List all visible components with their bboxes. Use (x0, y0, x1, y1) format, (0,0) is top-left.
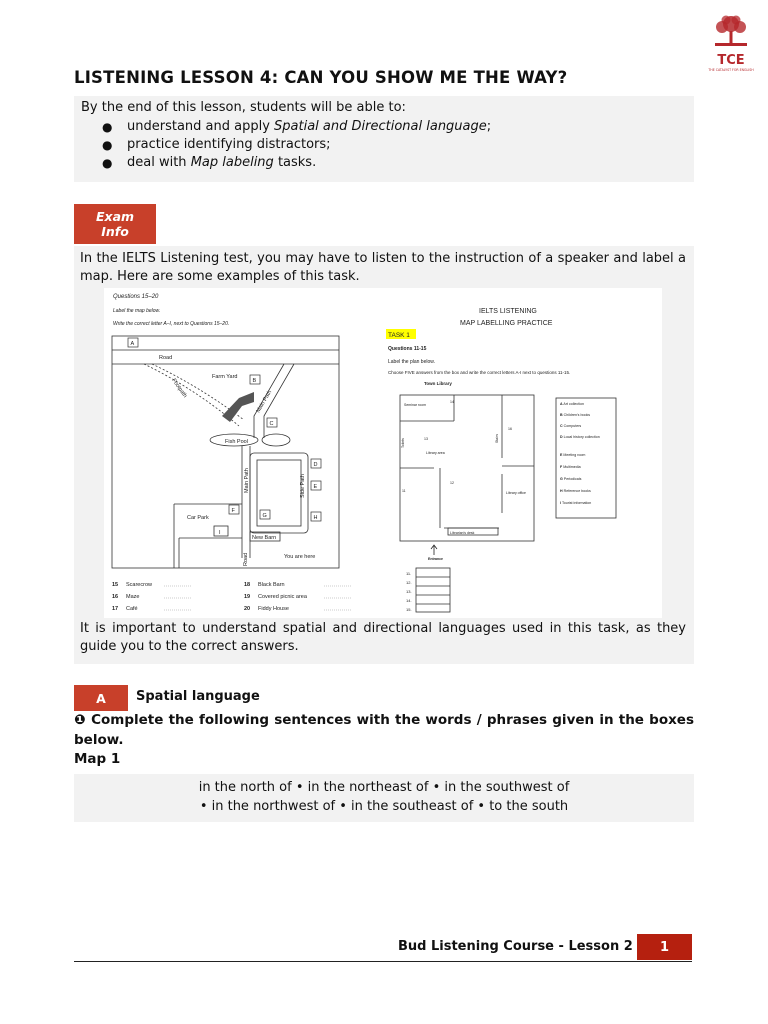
page-title: LISTENING LESSON 4: CAN YOU SHOW ME THE WAY? (74, 68, 568, 87)
section-a-title: Spatial language (136, 689, 260, 704)
svg-text:13.: 13. (406, 589, 412, 594)
svg-text:E: E (313, 484, 318, 490)
objectives-intro: By the end of this lesson, students will be able to: (81, 100, 406, 115)
svg-text:Café: Café (126, 606, 138, 612)
section-a-tag: A (74, 685, 128, 711)
svg-text:Road: Road (159, 355, 173, 361)
svg-text:I Tourist information: I Tourist information (560, 501, 592, 505)
tce-logo (703, 14, 759, 74)
svg-text:B Children's books: B Children's books (560, 413, 591, 417)
svg-text:Library area: Library area (426, 451, 445, 455)
svg-text:Label the map below.: Label the map below. (113, 308, 161, 314)
exam-info-tag: Exam Info (74, 204, 156, 244)
footer-course-title: Bud Listening Course - Lesson 2 (398, 939, 633, 954)
svg-text:Main Path: Main Path (255, 389, 274, 414)
svg-text:14: 14 (450, 400, 454, 404)
svg-text:Maze: Maze (126, 594, 140, 600)
svg-text:Librarian's desk: Librarian's desk (450, 531, 475, 535)
tree-icon (703, 14, 759, 50)
svg-text:B: B (252, 378, 257, 384)
svg-text:Label the plan below.: Label the plan below. (388, 359, 435, 365)
map-examples-image (104, 288, 662, 618)
exam-info-paragraph-2: It is important to understand spatial and directional languages used in this task, as they guide you to the correct answers. (80, 621, 686, 654)
svg-text:D: D (313, 462, 318, 468)
logo-text: TCE (717, 53, 745, 68)
svg-text:Write the correct letter A–I,: Write the correct letter A–I, next to Questions 15–20. (113, 321, 230, 327)
svg-text:11.: 11. (406, 571, 412, 576)
svg-text:Town Library: Town Library (424, 381, 452, 386)
svg-text:I: I (219, 530, 221, 536)
exercise-instruction: ❶ Complete the following sentences with the words / phrases given in the boxes below. (74, 712, 694, 748)
svg-text:20: 20 (244, 606, 251, 612)
svg-text:Toilets: Toilets (401, 438, 405, 448)
svg-text:Car Park: Car Park (187, 515, 209, 521)
svg-text:Library office: Library office (506, 491, 526, 495)
svg-text:E Meeting room: E Meeting room (560, 453, 586, 457)
svg-text:Fiddy House: Fiddy House (258, 606, 289, 612)
word-box-line-1: in the north of • in the northeast of • in the southwest of (198, 780, 570, 795)
exam-info-paragraph-1: In the IELTS Listening test, you may have to listen to the instruction of a speaker and label a map. Here are some examples of this task. (80, 251, 686, 284)
svg-text:MAP LABELLING PRACTICE: MAP LABELLING PRACTICE (460, 320, 553, 327)
svg-text:Scarecrow: Scarecrow (126, 582, 152, 588)
svg-text:A Art collection: A Art collection (560, 402, 584, 406)
svg-text:Side Path: Side Path (300, 474, 306, 498)
svg-text:Entrance: Entrance (428, 557, 443, 561)
svg-text:H Reference books: H Reference books (560, 489, 591, 493)
svg-text:F Multimedia: F Multimedia (560, 465, 581, 469)
svg-text:16: 16 (112, 594, 119, 600)
svg-text:19: 19 (244, 594, 251, 600)
svg-text:12: 12 (450, 481, 454, 485)
objective-item: ● practice identifying distractors; (102, 136, 491, 154)
svg-text:C Computers: C Computers (560, 424, 582, 428)
svg-text:Main Path: Main Path (244, 468, 250, 493)
map-1-label: Map 1 (74, 751, 121, 767)
svg-text:18: 18 (244, 582, 251, 588)
word-box (74, 774, 694, 822)
svg-text:C: C (269, 421, 274, 427)
objectives-box (74, 96, 694, 182)
svg-text:11: 11 (402, 489, 406, 493)
logo-tagline: THE CATALYST FOR ENGLISH (708, 68, 754, 72)
svg-text:G Periodicals: G Periodicals (560, 477, 582, 481)
svg-text:15: 15 (112, 582, 119, 588)
svg-text:A: A (130, 341, 135, 347)
svg-text:Questions 15–20: Questions 15–20 (113, 294, 159, 300)
svg-text:13: 13 (424, 437, 428, 441)
svg-text:Black Barn: Black Barn (258, 582, 285, 588)
svg-text:You are here: You are here (284, 554, 316, 560)
svg-text:Footpath: Footpath (170, 377, 188, 399)
svg-text:D Local history collection: D Local history collection (560, 435, 600, 439)
svg-text:Choose FIVE answers from the b: Choose FIVE answers from the box and write the correct letters A-I next to questions 11-15. (388, 370, 571, 375)
svg-text:Seminar room: Seminar room (404, 403, 426, 407)
svg-text:16: 16 (508, 427, 512, 431)
objective-item: ● understand and apply Spatial and Directional language; (102, 118, 491, 136)
svg-text:14.: 14. (406, 598, 412, 603)
svg-text:15.: 15. (406, 607, 412, 612)
footer-divider (74, 961, 692, 962)
svg-text:F: F (231, 508, 235, 514)
svg-text:IELTS LISTENING: IELTS LISTENING (479, 308, 537, 315)
page-number: 1 (637, 934, 692, 960)
objectives-list (102, 118, 491, 172)
svg-text:Covered picnic area: Covered picnic area (258, 594, 307, 600)
objective-item: ● deal with Map labeling tasks. (102, 154, 491, 172)
word-box-line-2: • in the northwest of • in the southeast of • to the south (199, 799, 569, 814)
svg-text:Stairs: Stairs (495, 434, 499, 443)
svg-text:Farm Yard: Farm Yard (212, 374, 238, 380)
svg-text:H: H (313, 515, 318, 521)
svg-text:Road: Road (243, 552, 249, 566)
svg-text:12.: 12. (406, 580, 412, 585)
svg-text:New Barn: New Barn (252, 535, 277, 541)
svg-text:17: 17 (112, 606, 119, 612)
svg-text:Fish Pool: Fish Pool (225, 439, 248, 445)
svg-text:G: G (262, 513, 267, 519)
svg-text:TASK 1: TASK 1 (388, 332, 410, 339)
left-map (113, 294, 229, 327)
svg-text:Questions 11-15: Questions 11-15 (388, 346, 427, 352)
